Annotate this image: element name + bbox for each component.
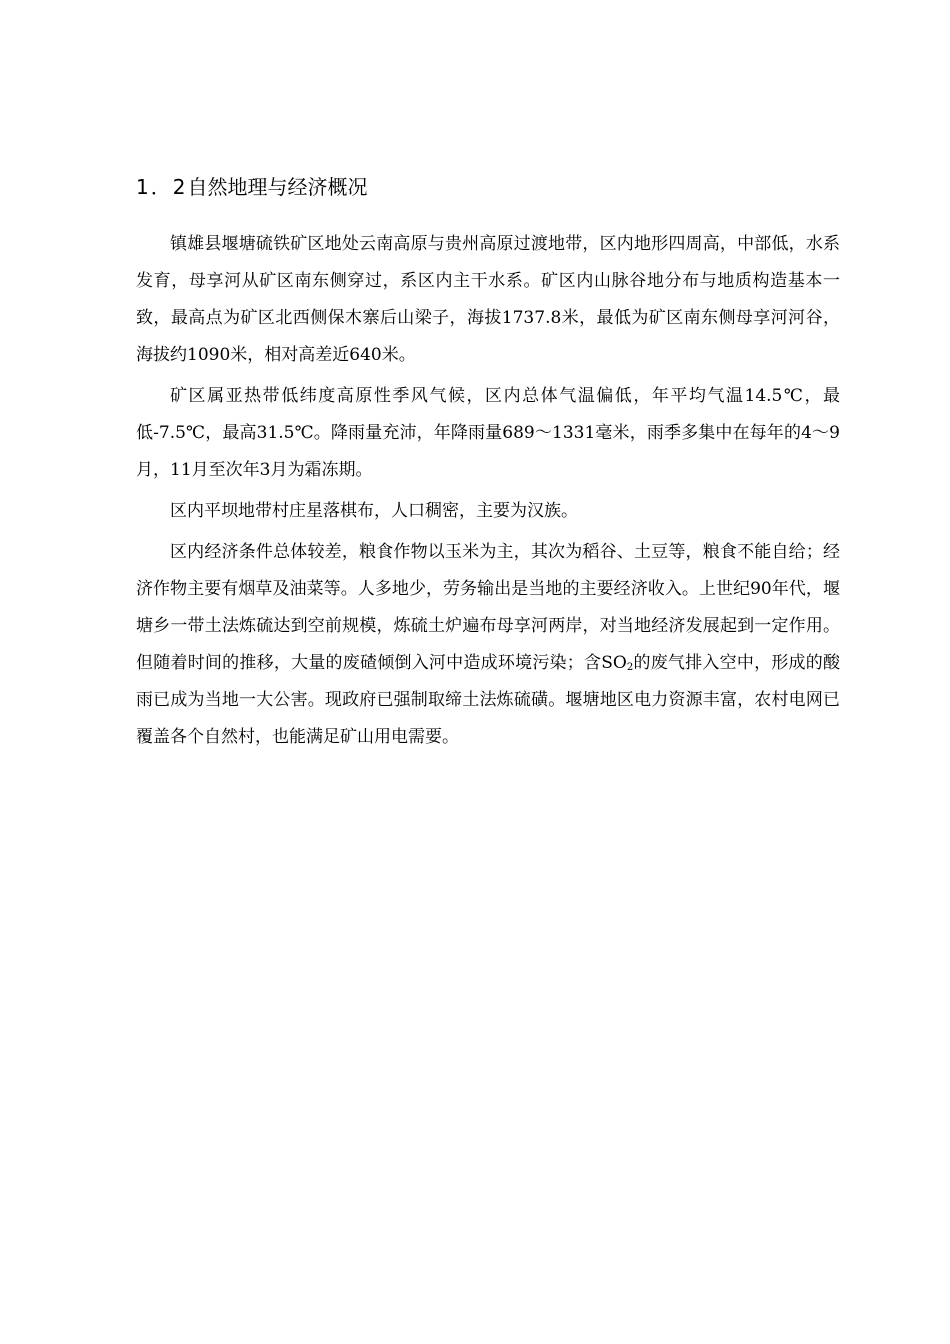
economy-text-part-2: 的废气排入空中，形成的酸雨已成为当地一大公害。现政府已强制取缔土法炼硫磺。堰塘地区电力资源丰富，农村电网已覆盖各个自然村，也能满足矿山用电需要。 [136, 653, 841, 747]
formula-subscript: 2 [626, 662, 634, 673]
paragraph-geography: 镇雄县堰塘硫铁矿区地处云南高原与贵州高原过渡地带，区内地形四周高，中部低，水系发育，母享河从矿区南东侧穿过，系区内主干水系。矿区内山脉谷地分布与地质构造基本一致，最高点为矿区北西侧保木寨后山梁子，海拔1737.8米，最低为矿区南东侧母享河河谷，海拔约1090米，相对高差近640米。 [136, 234, 840, 365]
section-title: 自然地理与经济概况 [187, 175, 368, 199]
section-number: 1．2 [136, 175, 188, 199]
body-text [136, 226, 840, 760]
formula-base: SO [601, 653, 627, 673]
section-heading [136, 172, 367, 202]
economy-text-part-1: 区内经济条件总体较差，粮食作物以玉米为主，其次为稻谷、土豆等，粮食不能自给；经济作物主要有烟草及油菜等。人多地少，劳务输出是当地的主要经济收入。上世纪90年代，堰塘乡一带土法炼硫达到空前规模，炼硫土炉遍布母享河两岸，对当地经济发展起到一定作用。但随着时间的推移，大量的废碴倾倒入河中造成环境污染；含 [136, 542, 840, 673]
paragraph-population: 区内平坝地带村庄星落棋布，人口稠密，主要为汉族。 [170, 501, 578, 521]
chemical-formula [601, 653, 633, 673]
paragraph-climate: 矿区属亚热带低纬度高原性季风气候，区内总体气温偏低，年平均气温14.5℃，最低-7.5℃，最高31.5℃。降雨量充沛，年降雨量689～1331毫米，雨季多集中在每年的4～9月，11月至次年3月为霜冻期。 [136, 386, 840, 480]
paragraph-economy [136, 534, 840, 756]
